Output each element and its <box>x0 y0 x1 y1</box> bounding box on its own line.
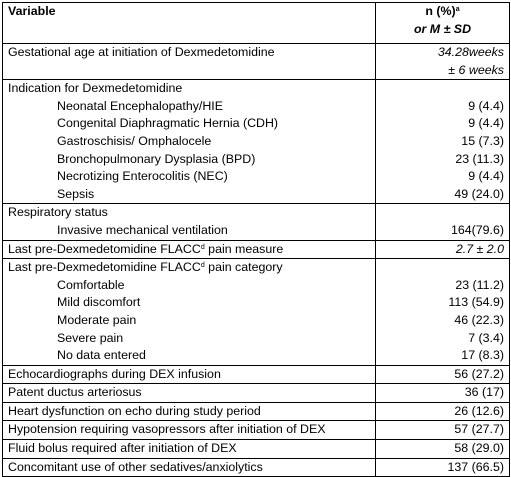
indication-item-value: 9 (4.4) <box>468 98 504 113</box>
indication-heading: Indication for Dexmedetomidine <box>8 81 183 96</box>
indication-labels <box>3 80 376 204</box>
gestational-value-line2: ± 6 weeks <box>448 62 504 77</box>
indication-item-value: 9 (4.4) <box>468 116 504 131</box>
header-value <box>376 3 510 44</box>
row-value: 57 (27.7) <box>376 421 510 440</box>
flacc-category-item-label: Comfortable <box>57 277 125 292</box>
header-value-line1: n (%) <box>425 4 456 18</box>
table-row <box>3 440 510 459</box>
row-value: 36 (17) <box>376 384 510 403</box>
table-row <box>3 402 510 421</box>
flacc-category-heading <box>8 259 370 277</box>
row-label: Echocardiographs during DEX infusion <box>3 365 376 384</box>
flacc-category-item-value: 23 (11.2) <box>455 277 504 292</box>
flacc-category-block <box>3 259 510 366</box>
gestational-label: Gestational age at initiation of Dexmedetomidine <box>3 44 376 80</box>
flacc-category-item-value: 113 (54.9) <box>448 295 504 310</box>
respiratory-heading: Respiratory status <box>8 205 108 220</box>
indication-item-label: Necrotizing Enterocolitis (NEC) <box>57 169 228 184</box>
flacc-category-item-label: Moderate pain <box>57 312 137 327</box>
row-value: 58 (29.0) <box>376 440 510 459</box>
indication-item-value: 15 (7.3) <box>461 133 504 148</box>
indication-item-value: 23 (11.3) <box>455 151 504 166</box>
header-value-line2: or M ± SD <box>413 21 472 36</box>
flacc-category-item-value: 46 (22.3) <box>454 312 504 327</box>
flacc-category-heading-tail: pain category <box>204 260 283 275</box>
header-value-sup: a <box>455 6 460 13</box>
indication-values <box>376 80 510 204</box>
header-variable: Variable <box>3 3 376 44</box>
flacc-category-item-label: No data entered <box>57 348 146 363</box>
table-row <box>3 384 510 403</box>
row-label: Heart dysfunction on echo during study period <box>3 402 376 421</box>
respiratory-item-value: 164(79.6) <box>450 222 504 237</box>
table-row <box>3 421 510 440</box>
flacc-category-labels <box>3 259 376 366</box>
flacc-measure-label <box>3 240 376 259</box>
flacc-category-sup: d <box>200 262 205 270</box>
indication-item-value: 9 (4.4) <box>468 169 504 184</box>
respiratory-values <box>376 204 510 240</box>
flacc-category-heading-text: Last pre-Dexmedetomidine FLACC <box>8 260 201 275</box>
indication-item-value: 49 (24.0) <box>454 186 504 201</box>
respiratory-block <box>3 204 510 240</box>
flacc-measure-row <box>3 240 510 259</box>
respiratory-item-label: Invasive mechanical ventilation <box>57 222 228 237</box>
respiratory-labels <box>3 204 376 240</box>
row-label: Patent ductus arteriosus <box>3 384 376 403</box>
indication-item-label: Congenital Diaphragmatic Hernia (CDH) <box>57 116 279 131</box>
flacc-category-item-label: Mild discomfort <box>57 295 141 310</box>
flacc-measure-label-text: Last pre-Dexmedetomidine FLACC <box>8 241 201 256</box>
flacc-measure-value: 2.7 ± 2.0 <box>376 240 510 259</box>
indication-item-label: Sepsis <box>57 186 95 201</box>
table-row <box>3 458 510 477</box>
flacc-measure-label-tail: pain measure <box>204 241 284 256</box>
gestational-value-line1: 34.28weeks <box>437 45 504 59</box>
flacc-category-item-value: 7 (3.4) <box>468 330 504 345</box>
indication-item-label: Gastroschisis/ Omphalocele <box>57 133 212 148</box>
row-value: 137 (66.5) <box>376 458 510 477</box>
row-label: Concomitant use of other sedatives/anxiolytics <box>3 458 376 477</box>
flacc-measure-sup: d <box>200 243 205 251</box>
row-value: 26 (12.6) <box>376 402 510 421</box>
row-value: 56 (27.2) <box>376 365 510 384</box>
flacc-category-values <box>376 259 510 366</box>
indication-block <box>3 80 510 204</box>
data-table <box>2 2 510 477</box>
flacc-category-item-label: Severe pain <box>57 330 124 345</box>
indication-item-label: Bronchopulmonary Dysplasia (BPD) <box>57 151 256 166</box>
flacc-category-item-value: 17 (8.3) <box>461 348 504 363</box>
header-row <box>3 3 510 44</box>
row-label: Hypotension requiring vasopressors after initiation of DEX <box>3 421 376 440</box>
indication-item-label: Neonatal Encephalopathy/HIE <box>57 98 224 113</box>
table-row <box>3 365 510 384</box>
gestational-value <box>376 44 510 80</box>
row-label: Fluid bolus required after initiation of DEX <box>3 440 376 459</box>
gestational-row <box>3 44 510 80</box>
